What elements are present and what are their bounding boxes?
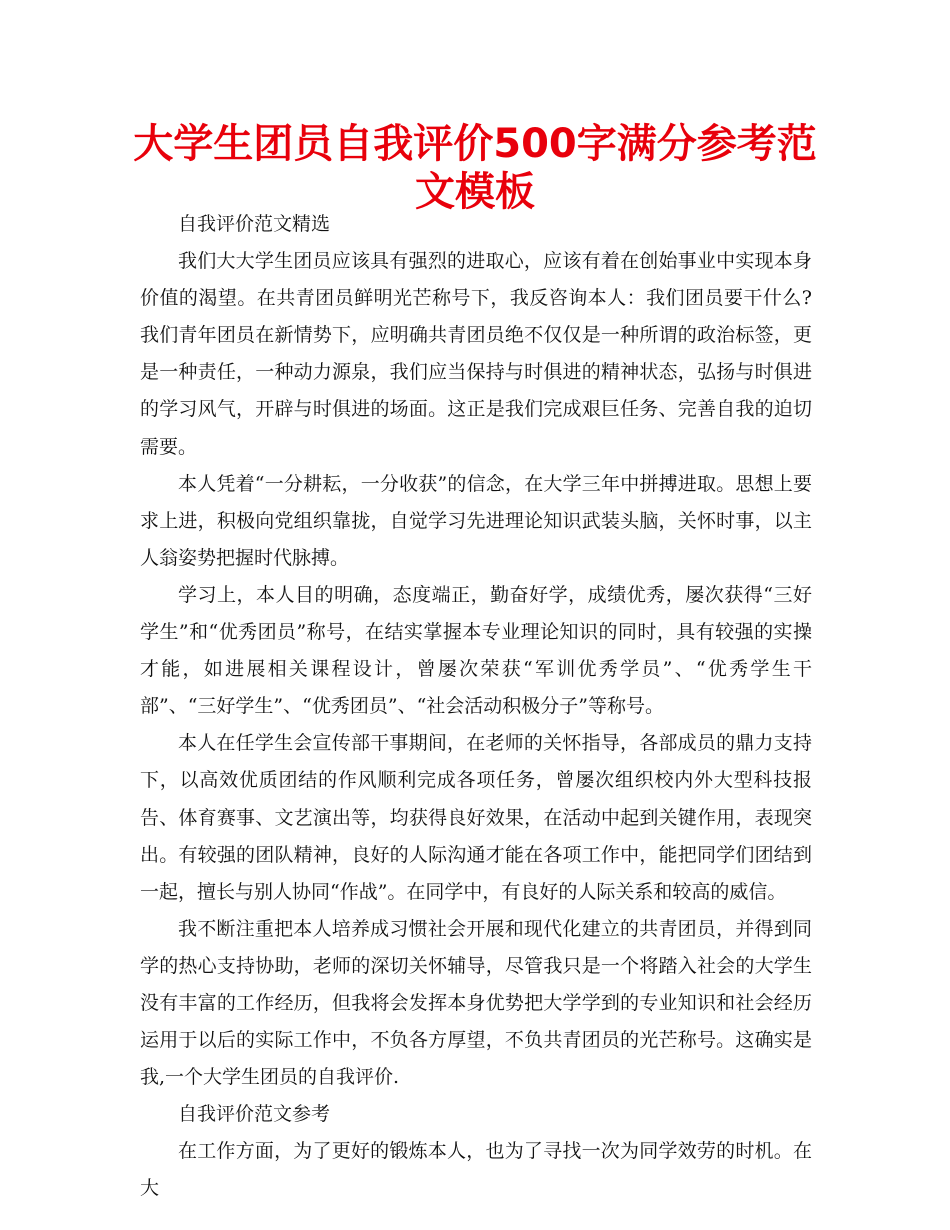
document-body (140, 206, 812, 1208)
paragraph: 本人在任学生会宣传部干事期间，在老师的关怀指导，各部成员的鼎力支持下，以高效优质团结的作风顺利完成各项任务，曾屡次组织校内外大型科技报告、体育赛事、文艺演出等，均获得良好效果，在活动中起到关键作用，表现突出。有较强的团队精神，良好的人际沟通才能在各项工作中，能把同学们团结到一起，擅长与别人协同“作战”。在同学中，有良好的人际关系和较高的威信。 (140, 732, 812, 903)
document-title: 大学生团员自我评价500字满分参考范文模板 (133, 121, 817, 215)
section-heading: 自我评价范文精选 (178, 213, 331, 235)
paragraph: 学习上，本人目的明确，态度端正，勤奋好学，成绩优秀，屡次获得“三好学生”和“优秀团员”称号，在结实掌握本专业理论知识的同时，具有较强的实操才能，如进展相关课程设计，曾屡次荣获“军训优秀学员”、“优秀学生干部”、“三好学生”、“优秀团员”、“社会活动积极分子”等称号。 (140, 583, 812, 718)
section-heading: 自我评价范文参考 (178, 1103, 331, 1126)
paragraph: 本人凭着“一分耕耘，一分收获”的信念，在大学三年中拼搏进取。思想上要求上进，积极向党组织靠拢，自觉学习先进理论知识武装头脑，关怀时事，以主人翁姿势把握时代脉搏。 (140, 472, 812, 569)
paragraph: 在工作方面，为了更好的锻炼本人，也为了寻找一次为同学效劳的时机。在大 (140, 1140, 812, 1200)
paragraph: 我不断注重把本人培养成习惯社会开展和现代化建立的共青团员，并得到同学的热心支持协助，老师的深切关怀辅导，尽管我只是一个将踏入社会的大学生没有丰富的工作经历，但我将会发挥本身优势把大学学到的专业知识和社会经历运用于以后的实际工作中，不负各方厚望，不负共青团员的光芒称号。这确实是我,一个大学生团员的自我评价. (140, 917, 812, 1089)
paragraph: 我们大大学生团员应该具有强烈的进取心，应该有着在创始事业中实现本身价值的渴望。在共青团员鲜明光芒称号下，我反咨询本人：我们团员要干什么?我们青年团员在新情势下，应明确共青团员绝不仅仅是一种所谓的政治标签，更是一种责任，一种动力源泉，我们应当保持与时俱进的精神状态，弘扬与时俱进的学习风气，开辟与时俱进的场面。这正是我们完成艰巨任务、完善自我的迫切需要。 (140, 250, 812, 458)
